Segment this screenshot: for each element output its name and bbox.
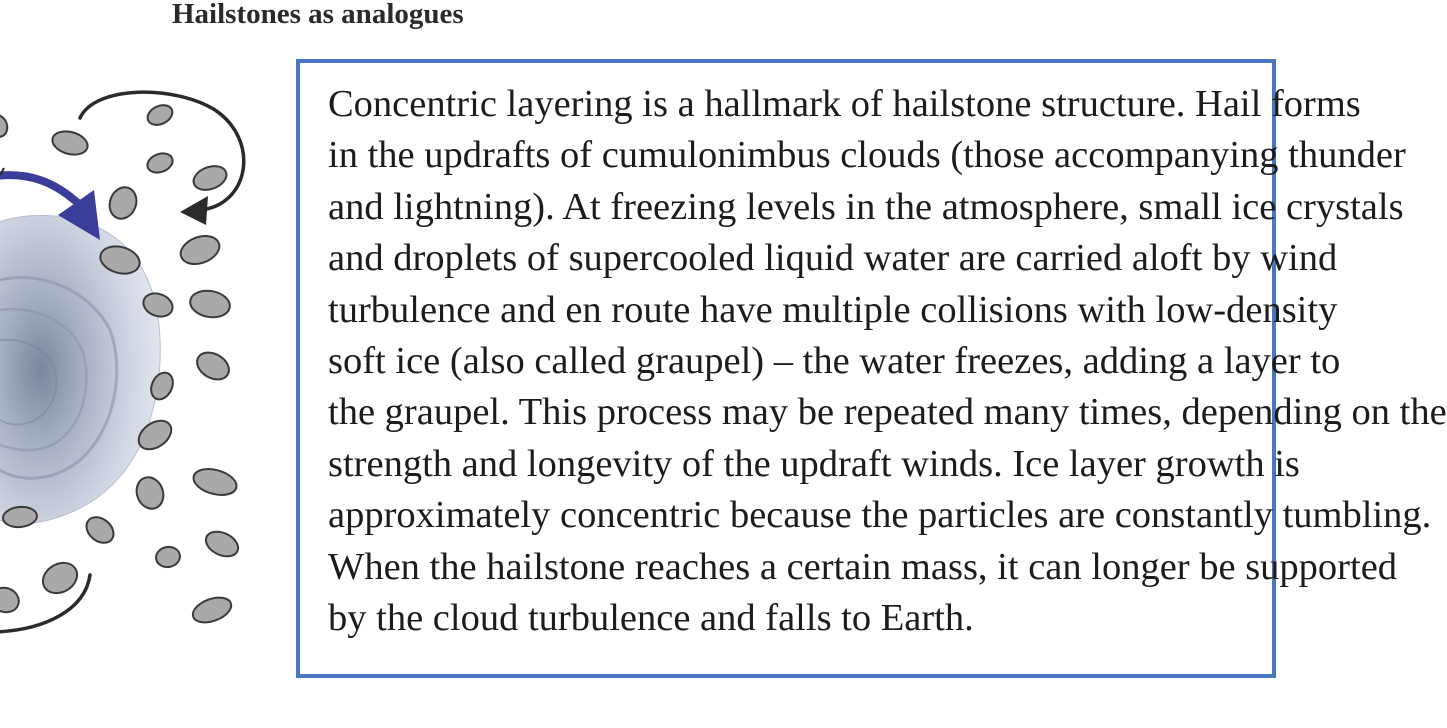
graupel-pellet-icon xyxy=(190,162,229,194)
graupel-pellet-icon xyxy=(37,557,82,599)
text-line: Concentric layering is a hallmark of hailstone structure. Hail forms xyxy=(328,83,1361,125)
graupel-pellet-icon xyxy=(191,465,240,500)
graupel-pellet-icon xyxy=(189,593,234,627)
graupel-pellet-icon xyxy=(132,474,167,513)
graupel-pellet-icon xyxy=(81,512,118,548)
graupel-pellet-icon xyxy=(0,584,22,616)
graupel-pellet-icon xyxy=(192,347,233,385)
graupel-pellet-icon xyxy=(154,545,181,569)
graupel-pellet-icon xyxy=(188,288,232,321)
graupel-pellet-icon xyxy=(144,101,175,128)
graupel-pellet-icon xyxy=(202,527,242,561)
text-line: When the hailstone reaches a certain mass, it can longer be supported xyxy=(328,545,1398,588)
graupel-pellet-icon xyxy=(50,128,90,159)
explanation-text xyxy=(328,79,1447,644)
graupel-pellet-icon xyxy=(0,113,10,140)
text-line: and droplets of supercooled liquid water are carried aloft by wind xyxy=(328,237,1338,280)
text-line: and lightning). At freezing levels in the atmosphere, small ice crystals xyxy=(328,185,1404,228)
figure-title: Hailstones as analogues xyxy=(172,0,464,30)
text-line: in the updrafts of cumulonimbus clouds (those accompanying thunder xyxy=(328,134,1406,177)
graupel-pellet-icon xyxy=(145,150,176,176)
graupel-pellet-icon xyxy=(177,231,223,269)
text-line: soft ice (also called graupel) – the water freezes, adding a layer to xyxy=(328,340,1341,383)
text-line: by the cloud turbulence and falls to Earth. xyxy=(328,597,974,640)
hail-formation-diagram xyxy=(0,0,300,728)
text-line: strength and longevity of the updraft winds. Ice layer growth is xyxy=(328,442,1300,485)
graupel-pellet-icon xyxy=(105,184,140,223)
text-line: approximately concentric because the particles are constantly tumbling. xyxy=(328,494,1432,537)
text-line: the graupel. This process may be repeated many times, depending on the xyxy=(328,391,1447,434)
text-line: turbulence and en route have multiple collisions with low-density xyxy=(328,288,1338,331)
explanation-textbox xyxy=(296,59,1447,678)
